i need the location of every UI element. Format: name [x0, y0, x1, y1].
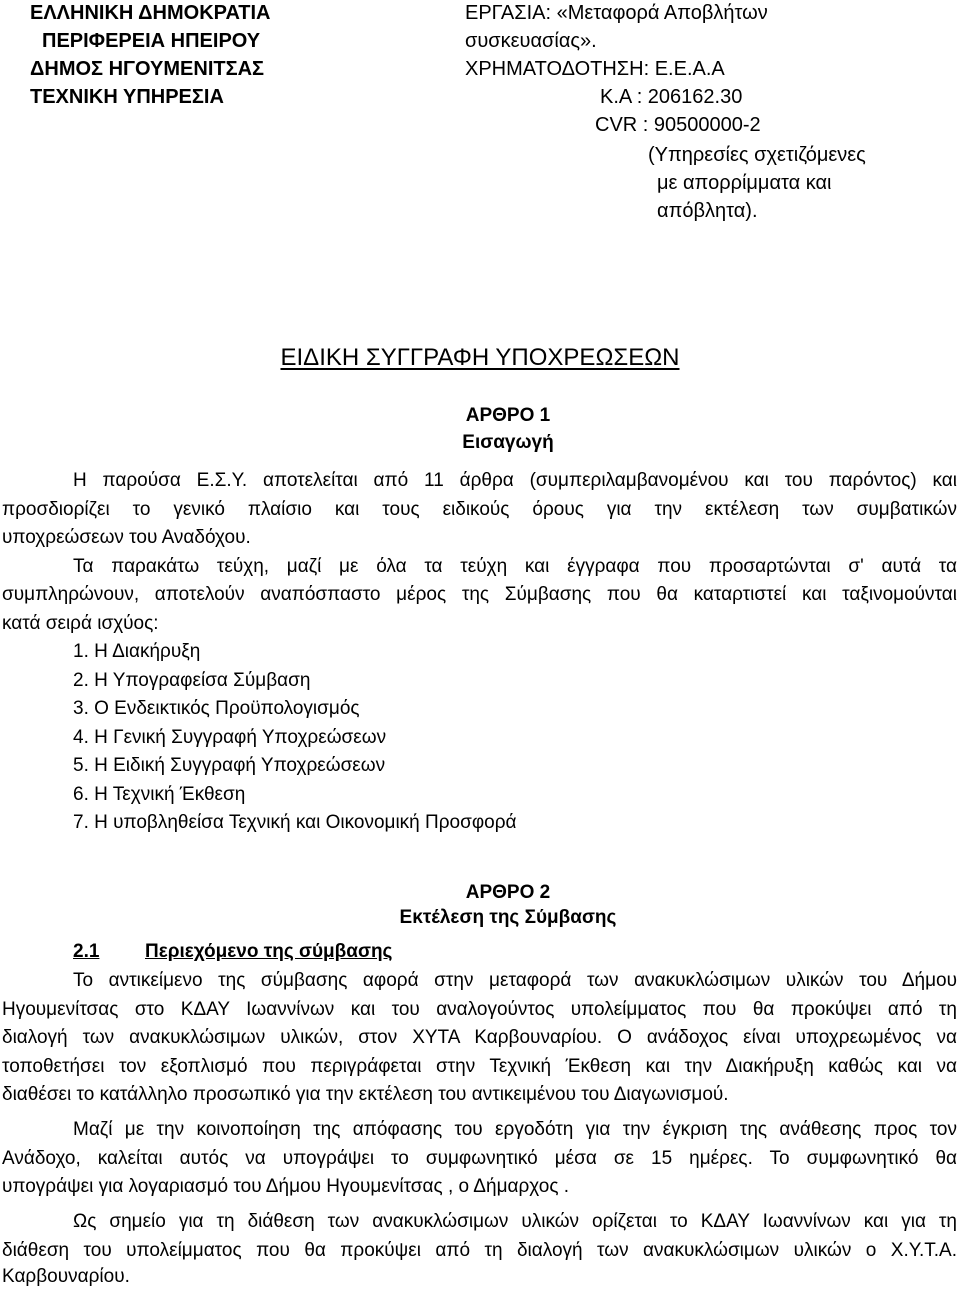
department-line: ΤΕΧΝΙΚΗ ΥΠΗΡΕΣΙΑ — [30, 86, 224, 108]
paragraph-line: συμπληρώνουν, αποτελούν αναπόσπαστο μέρος της Σύμβασης που θα καταρτιστεί και ταξινομούνται — [2, 584, 957, 605]
section-heading — [73, 938, 392, 966]
paragraph-line: Καρβουναρίου. — [2, 1266, 130, 1287]
service-category-line: (Υπηρεσίες σχετιζόμενες — [648, 144, 866, 166]
document-list-item: 7. Η υποβληθείσα Τεχνική και Οικονομική Προσφορά — [73, 812, 517, 833]
article-2-paragraph — [2, 967, 957, 1110]
article-2-number: ΑΡΘΡΟ 2 — [465, 882, 551, 903]
document-list-item: 5. Η Ειδική Συγγραφή Υποχρεώσεων — [73, 755, 386, 776]
region-line: ΠΕΡΙΦΕΡΕΙΑ ΗΠΕΙΡΟΥ — [42, 30, 261, 52]
section-title: Περιεχόμενο της σύμβασης — [145, 941, 393, 962]
article-2-paragraph — [2, 1208, 957, 1288]
paragraph-line: κατά σειρά ισχύος: — [2, 612, 159, 634]
paragraph-line: διαθέσει το κατάλληλο προσωπικό για την εκτέλεση του αντικειμένου του Διαγωνισμού. — [2, 1084, 729, 1105]
document-list-item: 3. Ο Ενδεικτικός Προϋπολογισμός — [73, 698, 360, 719]
paragraph-line: υπογράψει για λογαριασμό του Δήμου Ηγουμενίτσας , ο Δήμαρχος . — [2, 1176, 570, 1197]
article-2-paragraph — [2, 1116, 957, 1202]
paragraph-line: Το αντικείμενο της σύμβασης αφορά στην μεταφορά των ανακυκλώσιμων υλικών του Δήμου — [73, 970, 957, 991]
paragraph-line: Η παρούσα Ε.Σ.Υ. αποτελείται από 11 άρθρα (συμπεριλαμβανομένου και του παρόντος) και — [73, 470, 957, 491]
paragraph-line: προσδιορίζει το γενικό πλαίσιο και τους ειδικούς όρους για την εκτέλεση των συμβατικών — [2, 498, 957, 520]
paragraph-line: Τα παρακάτω τεύχη, μαζί με όλα τα τεύχη και έγγραφα που προσαρτώνται σ' αυτά τα — [73, 555, 957, 577]
paragraph-line: διαλογή των ανακυκλώσιμων υλικών, στον ΧΥΤΑ Καρβουναρίου. Ο ανάδοχος είναι υποχρεωμένος να — [2, 1027, 957, 1048]
article-2-heading-block — [56, 880, 960, 930]
document-title: ΕΙΔΙΚΗ ΣΥΓΓΡΑΦΗ ΥΠΟΧΡΕΩΣΕΩΝ — [280, 344, 680, 371]
document-list-item: 1. Η Διακήρυξη — [73, 641, 201, 662]
article-1-heading: Εισαγωγή — [462, 432, 554, 453]
municipality-line: ΔΗΜΟΣ ΗΓΟΥΜΕΝΙΤΣΑΣ — [30, 58, 265, 80]
document-list-item: 6. Η Τεχνική Έκθεση — [73, 783, 246, 805]
paragraph-line: Μαζί με την κοινοποίηση της απόφασης του εργοδότη για την έγκριση της ανάθεσης προς τον — [73, 1119, 957, 1140]
paragraph-line: Ηγουμενίτσας στο ΚΔΑΥ Ιωαννίνων και του αναλογούντος υπολείμματος που θα προκύψει από τη — [2, 998, 957, 1020]
section-number: 2.1 — [73, 941, 100, 962]
budget-code-line: Κ.Α : 206162.30 — [600, 86, 743, 108]
article-2-heading: Εκτέλεση της Σύμβασης — [399, 907, 617, 928]
article-1-number: ΑΡΘΡΟ 1 — [465, 405, 551, 426]
funding-line: ΧΡΗΜΑΤΟΔΟΤΗΣΗ: Ε.Ε.Α.Α — [465, 58, 725, 80]
cpv-code-line: CVR : 90500000-2 — [595, 114, 761, 136]
service-category-line: απόβλητα). — [657, 200, 758, 222]
paragraph-line: Ανάδοχο, καλείται αυτός να υπογράψει το συμφωνητικό μέσα σε 15 ημέρες. Το συμφωνητικό θα — [2, 1147, 957, 1169]
document-list-item: 2. Η Υπογραφείσα Σύμβαση — [73, 669, 311, 691]
project-line-continued: συσκευασίας». — [465, 30, 597, 52]
article-1-heading-block — [56, 402, 960, 456]
country-line: ΕΛΛΗΝΙΚΗ ΔΗΜΟΚΡΑΤΙΑ — [30, 2, 271, 24]
paragraph-line: Ως σημείο για τη διάθεση των ανακυκλώσιμων υλικών ορίζεται το ΚΔΑΥ Ιωαννίνων και για τη — [73, 1211, 957, 1232]
paragraph-line: διάθεση του υπολείμματος που θα προκύψει από τη διαλογή των ανακυκλώσιμων υλικών ο Χ.Υ.Τ.Α. — [2, 1239, 957, 1261]
paragraph-line: τοποθετήσει τον εξοπλισμό που περιγράφεται στην Τεχνική Έκθεση και την Διακήρυξη καθώς και να — [2, 1055, 957, 1077]
article-1-body — [2, 467, 957, 838]
document-list-item: 4. Η Γενική Συγγραφή Υποχρεώσεων — [73, 726, 387, 748]
service-category-line: με απορρίμματα και — [657, 172, 832, 194]
project-line: ΕΡΓΑΣΙΑ: «Μεταφορά Αποβλήτων — [465, 2, 768, 24]
paragraph-line: υποχρεώσεων του Αναδόχου. — [2, 527, 251, 548]
